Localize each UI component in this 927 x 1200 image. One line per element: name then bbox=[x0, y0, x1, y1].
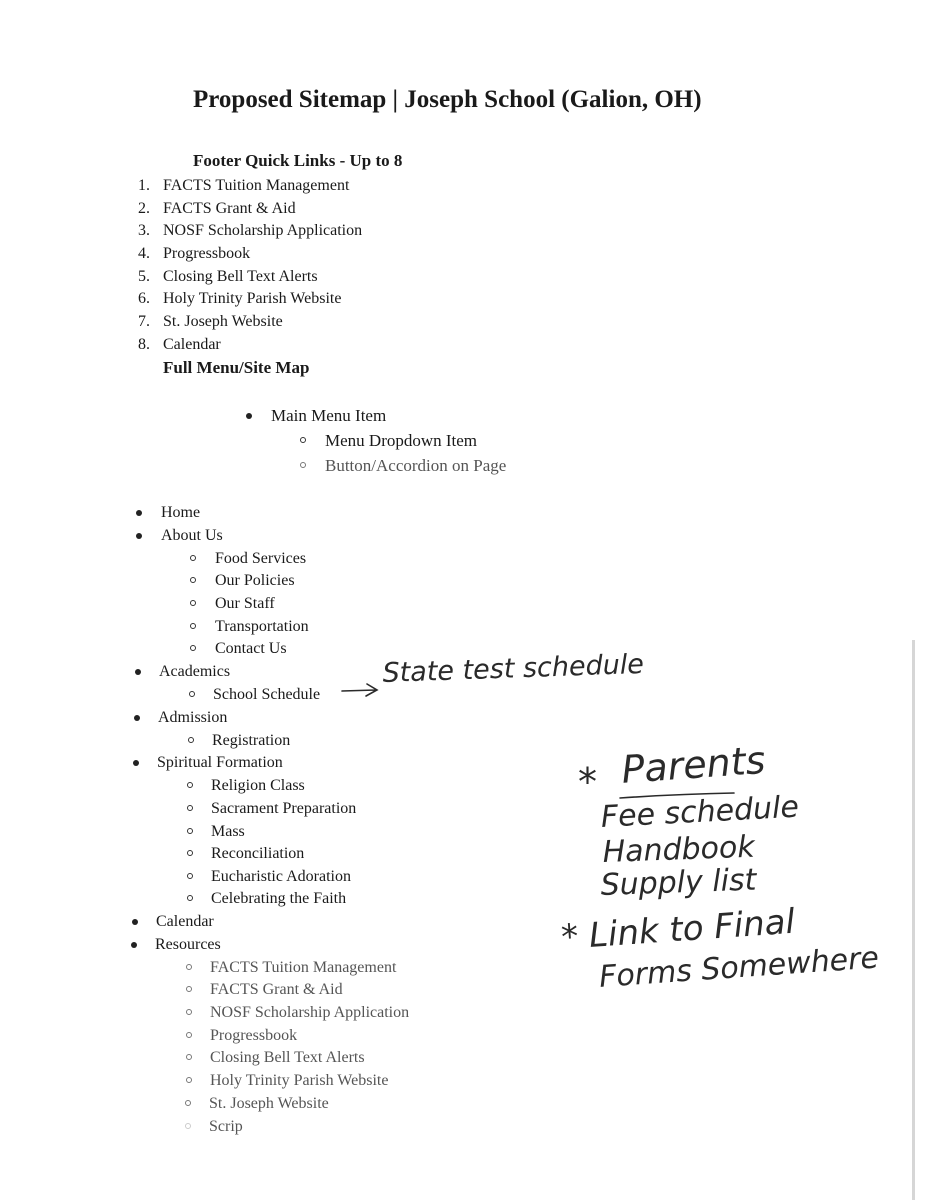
circle-bullet-icon bbox=[185, 1123, 191, 1129]
footer-quick-links-heading: Footer Quick Links - Up to 8 bbox=[193, 151, 403, 170]
handwritten-link-forms-note-line1: * Link to Final bbox=[560, 901, 797, 958]
full-menu-heading: Full Menu/Site Map bbox=[163, 358, 310, 377]
circle-bullet-icon bbox=[187, 828, 193, 834]
handwritten-handbook-note: Handbook bbox=[602, 829, 756, 870]
circle-bullet-icon bbox=[188, 737, 194, 743]
circle-bullet-icon bbox=[187, 782, 193, 788]
circle-bullet-icon bbox=[190, 577, 196, 583]
bullet-icon bbox=[246, 413, 252, 419]
bullet-icon bbox=[134, 715, 140, 721]
bullet-icon bbox=[136, 533, 142, 539]
circle-bullet-icon bbox=[186, 1077, 192, 1083]
handwritten-fee-schedule-note: Fee schedule bbox=[600, 789, 800, 835]
bullet-icon bbox=[136, 510, 142, 516]
circle-bullet-icon bbox=[187, 805, 193, 811]
bullet-icon bbox=[135, 669, 141, 675]
circle-bullet-icon bbox=[186, 964, 192, 970]
circle-bullet-icon bbox=[300, 462, 306, 468]
handwritten-state-test-note: State test schedule bbox=[382, 648, 645, 689]
page-edge-shadow bbox=[912, 640, 915, 1200]
circle-bullet-icon bbox=[187, 873, 193, 879]
circle-bullet-icon bbox=[185, 1100, 191, 1106]
bullet-icon bbox=[133, 760, 139, 766]
handwritten-link-forms-note-line2: Forms Somewhere bbox=[598, 940, 880, 995]
handwritten-supply-list-note: Supply list bbox=[600, 862, 757, 903]
bullet-icon bbox=[131, 942, 137, 948]
circle-bullet-icon bbox=[190, 623, 196, 629]
handwritten-parents-note: Parents bbox=[620, 737, 767, 792]
circle-bullet-icon bbox=[186, 986, 192, 992]
circle-bullet-icon bbox=[300, 437, 306, 443]
circle-bullet-icon bbox=[186, 1009, 192, 1015]
bullet-icon bbox=[132, 919, 138, 925]
circle-bullet-icon bbox=[187, 895, 193, 901]
page-title: Proposed Sitemap | Joseph School (Galion, OH) bbox=[193, 86, 702, 113]
handwritten-star-icon: * bbox=[578, 760, 597, 804]
circle-bullet-icon bbox=[186, 1054, 192, 1060]
circle-bullet-icon bbox=[190, 600, 196, 606]
circle-bullet-icon bbox=[187, 850, 193, 856]
circle-bullet-icon bbox=[190, 645, 196, 651]
circle-bullet-icon bbox=[190, 555, 196, 561]
circle-bullet-icon bbox=[186, 1032, 192, 1038]
handwritten-arrow-icon bbox=[340, 680, 380, 700]
circle-bullet-icon bbox=[189, 691, 195, 697]
